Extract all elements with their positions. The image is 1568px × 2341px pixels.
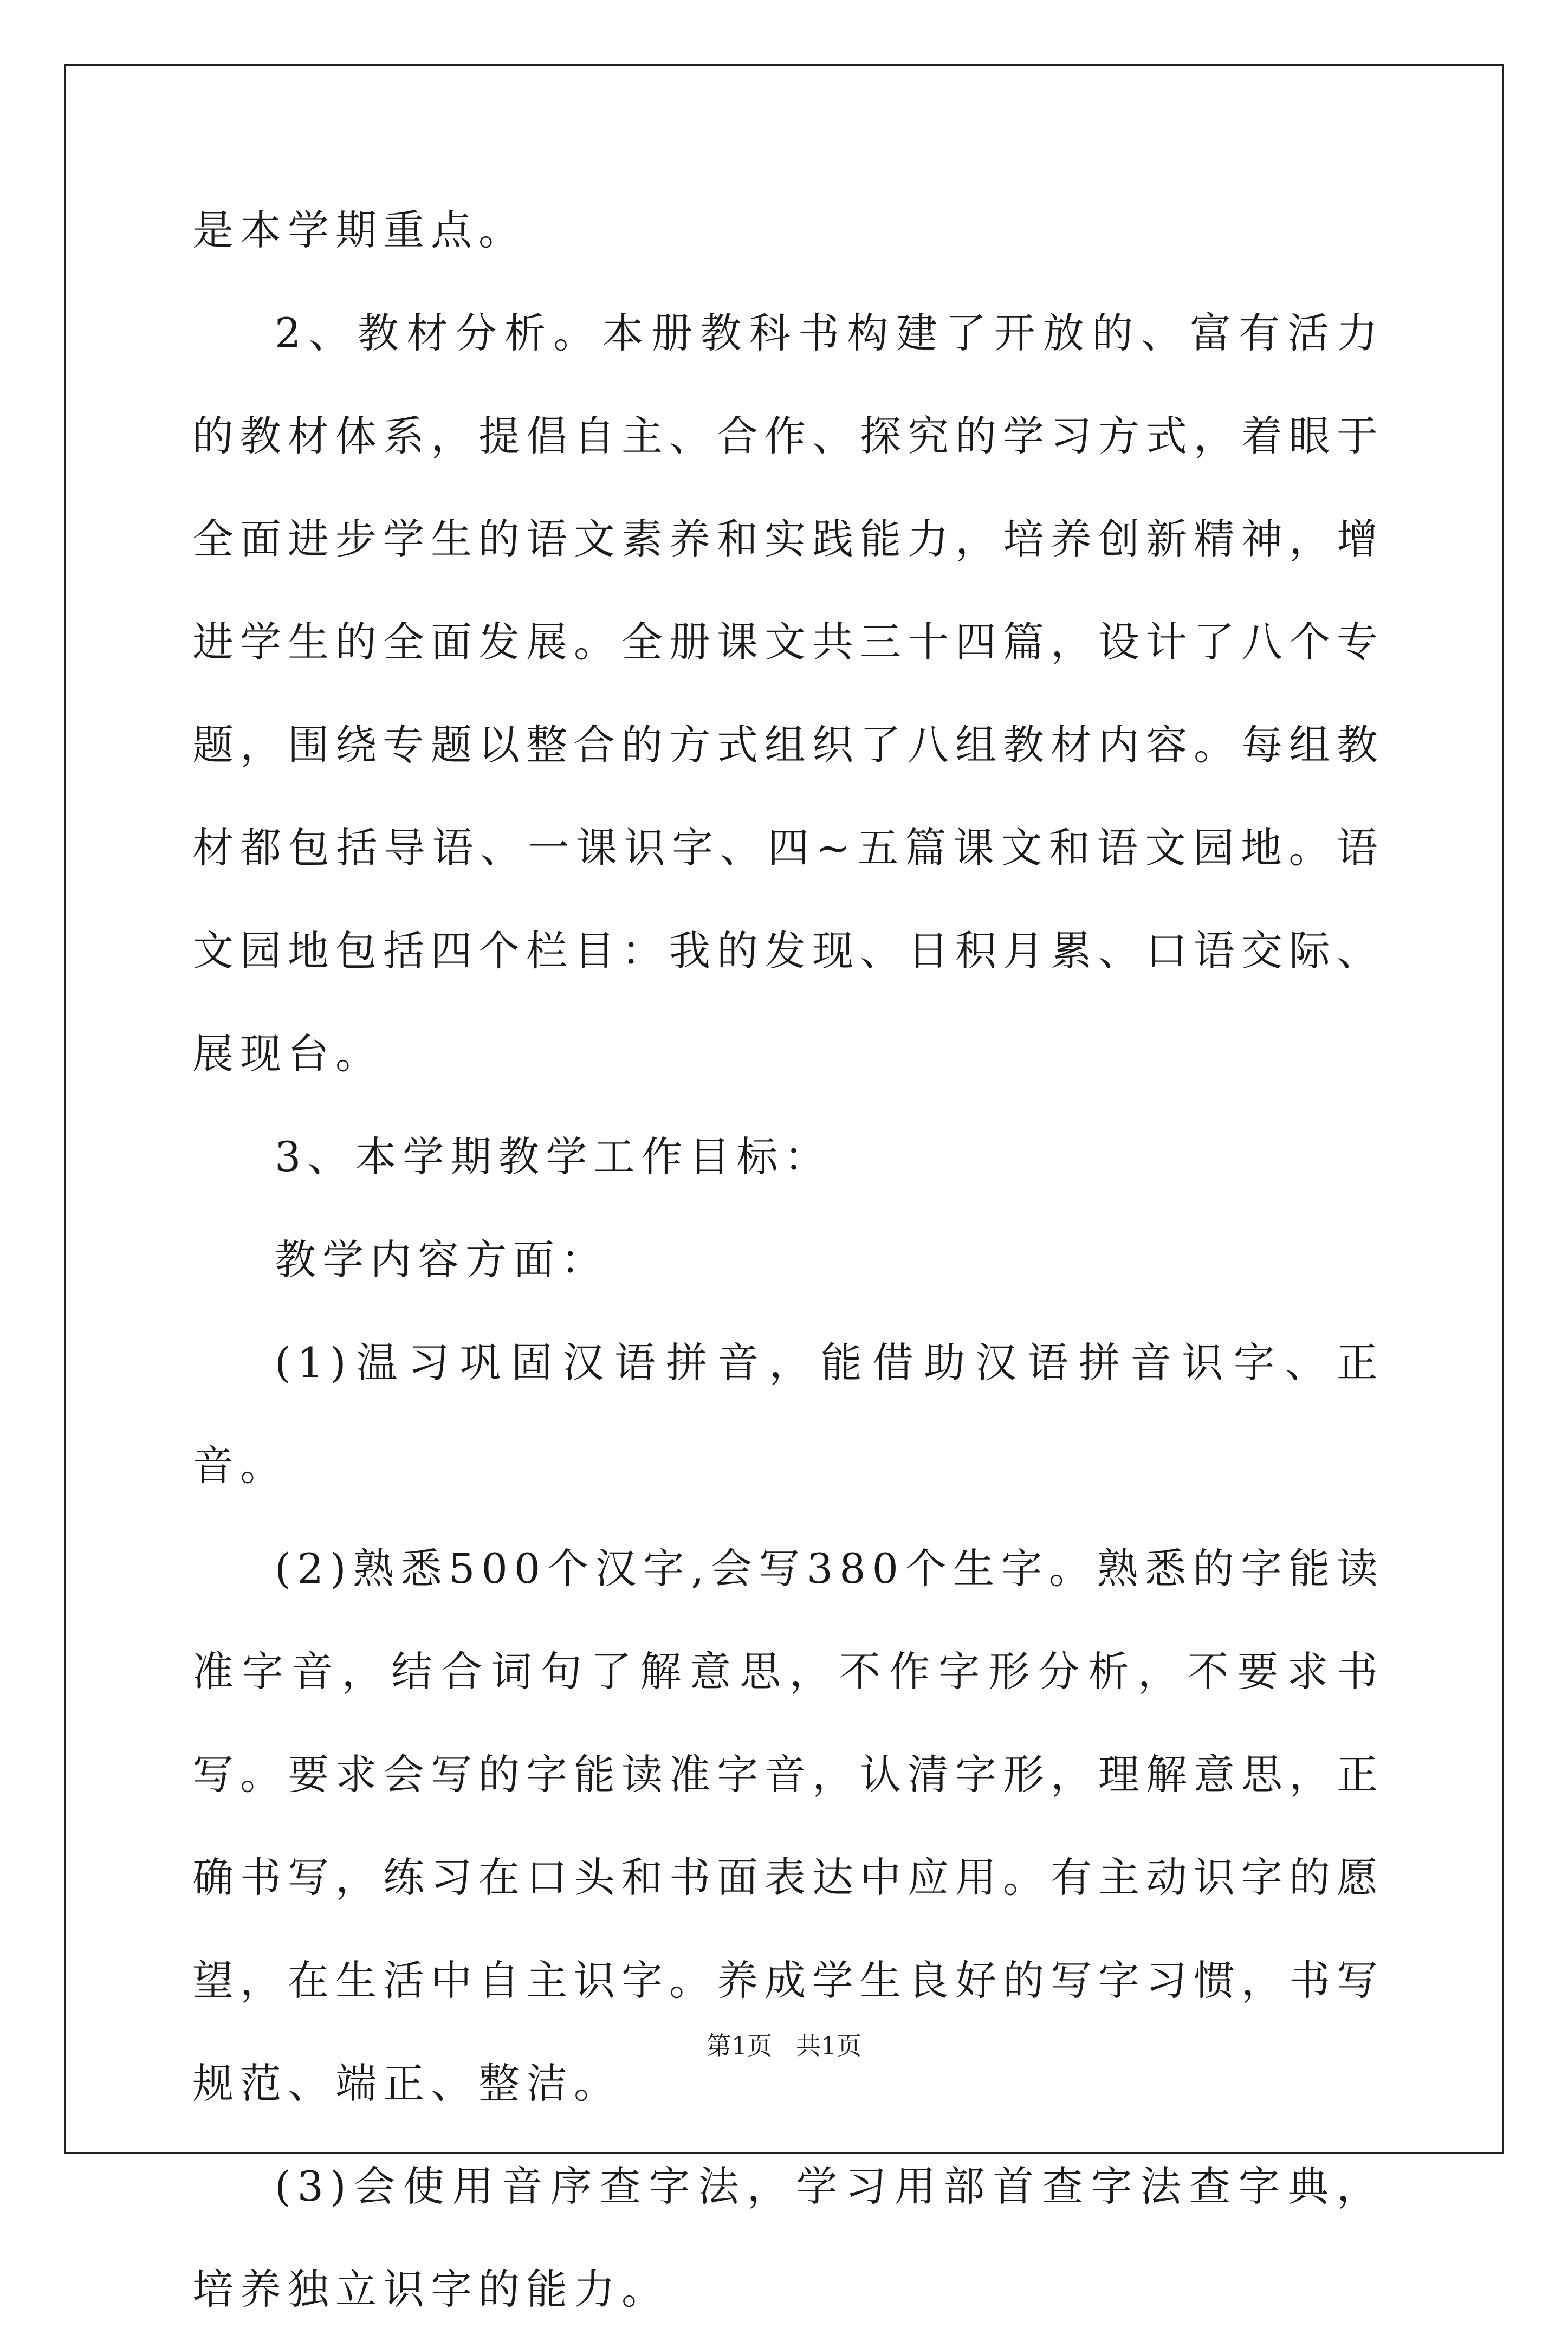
page-number: 第1页 xyxy=(706,2031,773,2060)
paragraph-semester-goals-heading: 3、本学期教学工作目标： xyxy=(275,1133,832,1181)
paragraph-textbook-analysis: 2、教材分析。本册教科书构建了开放的、富有活力的教材体系，提倡自主、合作、探究的学习方式，着眼于全面进步学生的语文素养和实践能力，培养创新精神，增进学生的全面发展。全册课文共三十四篇，设计了八个专题，围绕专题以整合的方式组织了八组教材内容。每组教材都包括导语、一课识字、四~五篇课文和语文园地。语文园地包括四个栏目：我的发现、日积月累、口语交际、展现台。 xyxy=(192,309,1384,1078)
paragraph-goal-3: (3)会使用音序查字法，学习用部首查字法查字典，培养独立识字的能力。 xyxy=(192,2162,1384,2313)
paragraph-teaching-content-heading: 教学内容方面： xyxy=(275,1236,608,1284)
paragraph-continuation: 是本学期重点。 xyxy=(192,206,526,254)
paragraph-goal-2: (2)熟悉500个汉字,会写380个生字。熟悉的字能读准字音，结合词句了解意思，不作字形分析，不要求书写。要求会写的字能读准字音，认清字形，理解意思，正确书写，练习在口头和书面表达中应用。有主动识字的愿望，在生活中自主识字。养成学生良好的写字习惯，书写规范、端正、整洁。 xyxy=(192,1544,1384,2107)
paragraph-goal-1: (1)温习巩固汉语拼音，能借助汉语拼音识字、正音。 xyxy=(192,1338,1384,1490)
page-total: 共1页 xyxy=(795,2031,862,2060)
page-footer xyxy=(0,2029,1568,2062)
document-body xyxy=(192,179,1384,2341)
